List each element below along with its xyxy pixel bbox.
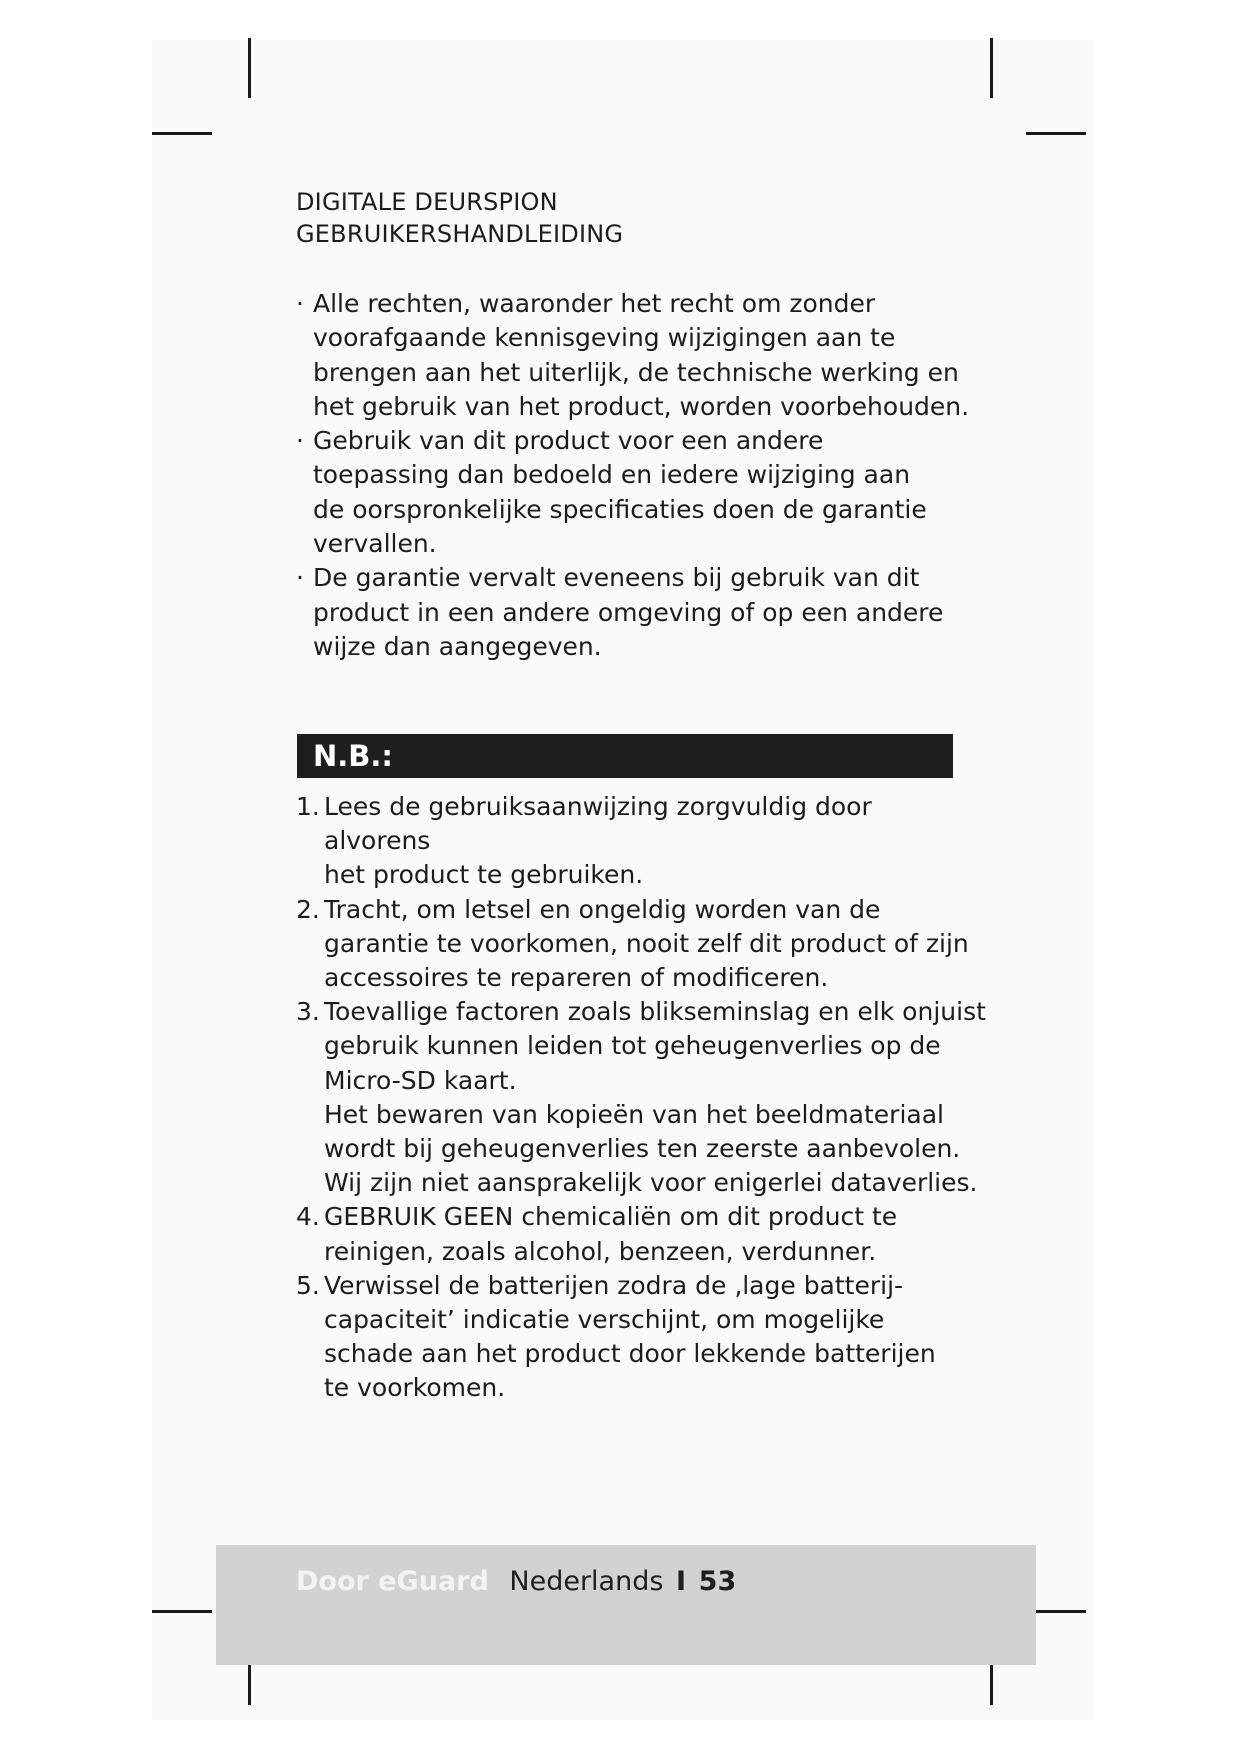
item-number: 4. (296, 1202, 320, 1232)
item-text: Toevallige factoren zoals blikseminslag en elk onjuist gebruik kunnen leiden tot geheugenverlies op de Micro-SD kaart. Het bewaren van kopieën van het beeldmateriaal wordt bij geheugenverlies ten zeerste aanbevolen. Wij zijn niet aansprakelijk voor enigerlei dataverlies. (324, 997, 986, 1198)
item-text: Tracht, om letsel en ongeldig worden van de garantie te voorkomen, nooit zelf dit product of zijn accessoires te repareren of modificeren. (324, 894, 969, 993)
bullet-marker: · (296, 289, 304, 318)
item-text: Lees de gebruiksaanwijzing zorgvuldig door alvorens het product te gebruiken. (324, 792, 872, 890)
list-item (296, 893, 986, 996)
list-item (296, 287, 976, 424)
crop-mark (152, 132, 212, 135)
footer-brand: Door eGuard (296, 1566, 489, 1597)
bullet-marker: · (296, 426, 304, 456)
title-line-2: GEBRUIKERSHANDLEIDING (296, 220, 624, 248)
crop-mark (1026, 132, 1086, 135)
disclaimer-list (296, 287, 976, 664)
nb-heading-bar (297, 734, 953, 778)
title-line-1: DIGITALE DEURSPION (296, 188, 558, 216)
nb-list (296, 790, 986, 1406)
item-number: 3. (296, 997, 320, 1027)
list-item (296, 995, 986, 1200)
footer (296, 1562, 736, 1602)
list-item (296, 424, 976, 561)
page-number: 53 (698, 1566, 737, 1597)
bullet-text: Gebruik van dit product voor een andere toepassing dan bedoeld en iedere wijziging aan de oorspronkelijke specificaties doen de garantie vervallen. (313, 426, 927, 559)
item-number: 2. (296, 894, 320, 924)
bullet-marker: · (296, 563, 304, 593)
crop-mark (248, 38, 251, 98)
item-number: 5. (296, 1270, 320, 1300)
item-text: GEBRUIK GEEN chemicaliën om dit product te reinigen, zoals alcohol, benzeen, verdunner. (324, 1202, 898, 1266)
list-item (296, 1269, 986, 1406)
item-text: Verwissel de batterijen zodra de ‚lage batterij- capaciteit’ indicatie verschijnt, om mogelijke schade aan het product door lekkende batterijen te voorkomen. (324, 1270, 936, 1403)
document-title (296, 186, 623, 250)
list-item (296, 1200, 986, 1268)
crop-mark (990, 38, 993, 98)
footer-language: Nederlands (509, 1566, 664, 1597)
item-number: 1. (296, 792, 320, 821)
nb-heading: N.B.: (313, 739, 394, 773)
footer-separator: I (676, 1566, 687, 1597)
list-item (296, 561, 976, 664)
bullet-text: De garantie vervalt eveneens bij gebruik van dit product in een andere omgeving of op een andere wijze dan aangegeven. (313, 563, 944, 661)
crop-mark (152, 1610, 212, 1613)
list-item (296, 790, 986, 893)
bullet-text: Alle rechten, waaronder het recht om zonder voorafgaande kennisgeving wijzigingen aan te brengen aan het uiterlijk, de technische werking en het gebruik van het product, worden voorbehouden. (313, 289, 970, 421)
